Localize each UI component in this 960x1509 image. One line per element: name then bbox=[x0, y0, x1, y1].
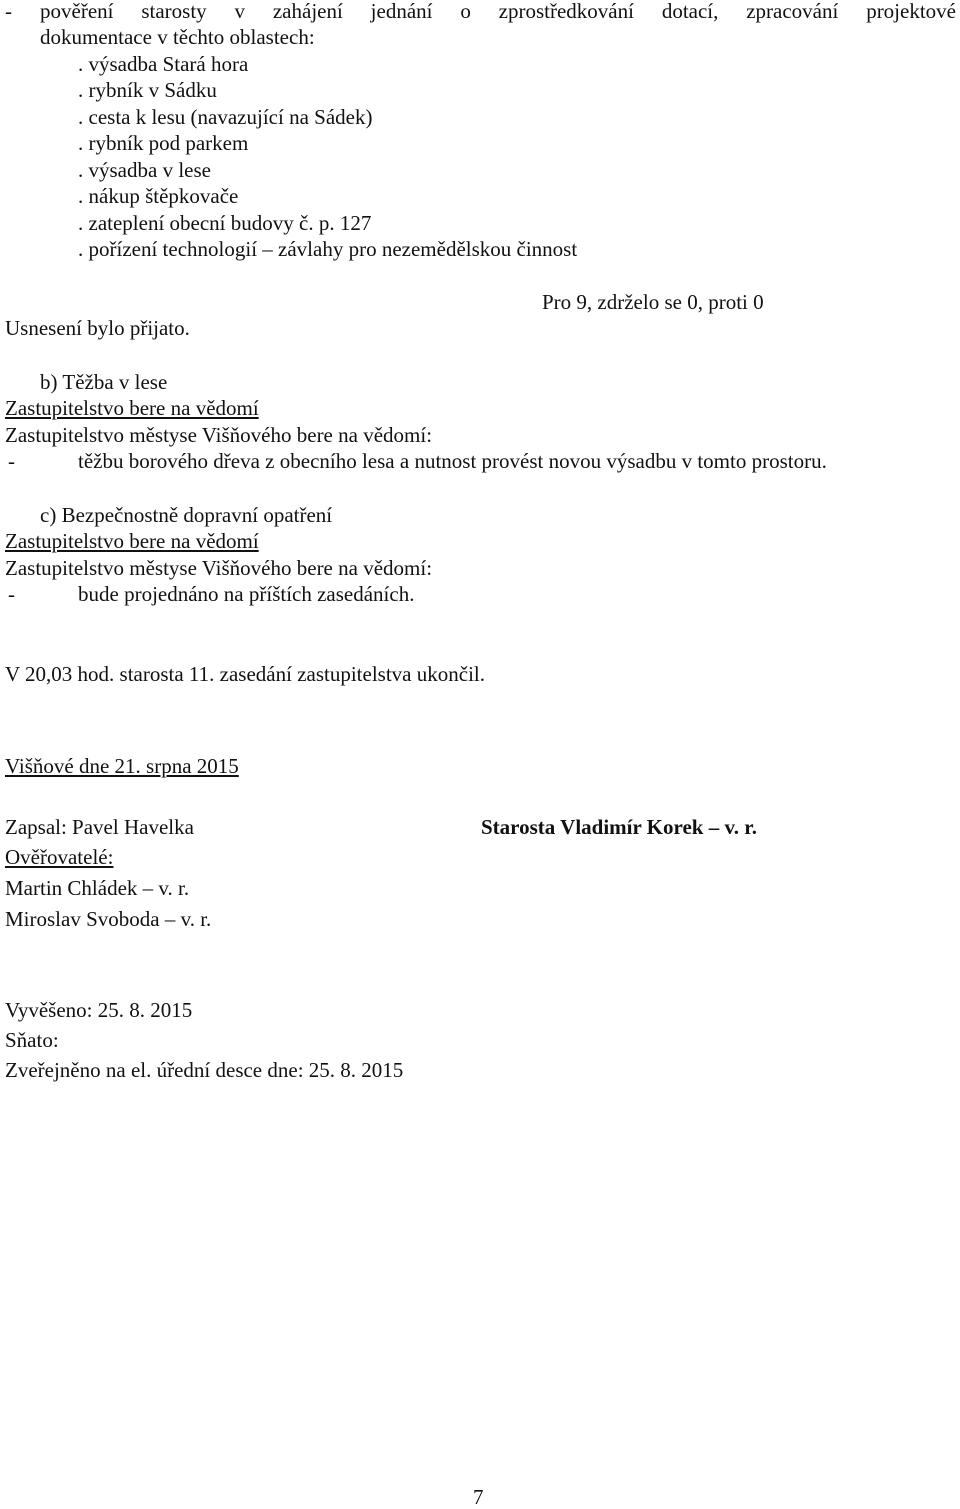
section-c-dash: - bbox=[8, 582, 15, 606]
section-b-title: Zastupitelstvo bere na vědomí bbox=[5, 396, 259, 420]
verifier-1: Martin Chládek – v. r. bbox=[5, 876, 190, 900]
list-item: . nákup štěpkovače bbox=[78, 184, 239, 208]
verifiers-label: Ověřovatelé: bbox=[5, 845, 114, 869]
removed-date: Sňato: bbox=[5, 1028, 59, 1052]
verifier-2: Miroslav Svoboda – v. r. bbox=[5, 907, 212, 931]
recorder: Zapsal: Pavel Havelka bbox=[5, 815, 194, 839]
intro-line-2: dokumentace v těchto oblastech: bbox=[40, 25, 315, 49]
page-number: 7 bbox=[473, 1485, 484, 1509]
section-b-dash: - bbox=[8, 449, 15, 473]
section-c-title: Zastupitelstvo bere na vědomí bbox=[5, 529, 259, 553]
list-item: . výsadba Stará hora bbox=[78, 52, 249, 76]
section-c-intro: Zastupitelstvo městyse Višňového bere na vědomí: bbox=[5, 556, 433, 580]
posted-date: Vyvěšeno: 25. 8. 2015 bbox=[5, 998, 193, 1022]
list-item: . zateplení obecní budovy č. p. 127 bbox=[78, 211, 372, 235]
list-item: . pořízení technologií – závlahy pro nezemědělskou činnost bbox=[78, 237, 578, 261]
list-item: . výsadba v lese bbox=[78, 158, 211, 182]
intro-line-1: pověření starosty v zahájení jednání o zprostředkování dotací, zpracování projektové bbox=[40, 0, 956, 23]
list-item: . rybník pod parkem bbox=[78, 131, 249, 155]
intro-dash: - bbox=[5, 0, 12, 23]
section-c-heading: c) Bezpečnostně dopravní opatření bbox=[40, 503, 333, 527]
list-item: . cesta k lesu (navazující na Sádek) bbox=[78, 105, 373, 129]
section-b-intro: Zastupitelstvo městyse Višňového bere na vědomí: bbox=[5, 423, 433, 447]
published-date: Zveřejněno na el. úřední desce dne: 25. 8. 2015 bbox=[5, 1058, 404, 1082]
resolution-text: Usnesení bylo přijato. bbox=[5, 316, 190, 340]
list-item: . rybník v Sádku bbox=[78, 78, 217, 102]
closing-text: V 20,03 hod. starosta 11. zasedání zastupitelstva ukončil. bbox=[5, 662, 485, 686]
vote-result: Pro 9, zdrželo se 0, proti 0 bbox=[542, 290, 764, 314]
section-b-item: těžbu borového dřeva z obecního lesa a nutnost provést novou výsadbu v tomto prostoru. bbox=[78, 449, 827, 473]
place-date: Višňové dne 21. srpna 2015 bbox=[5, 754, 239, 778]
section-c-item: bude projednáno na příštích zasedáních. bbox=[78, 582, 415, 606]
section-b-heading: b) Těžba v lese bbox=[40, 370, 168, 394]
mayor-signature: Starosta Vladimír Korek – v. r. bbox=[481, 815, 757, 839]
